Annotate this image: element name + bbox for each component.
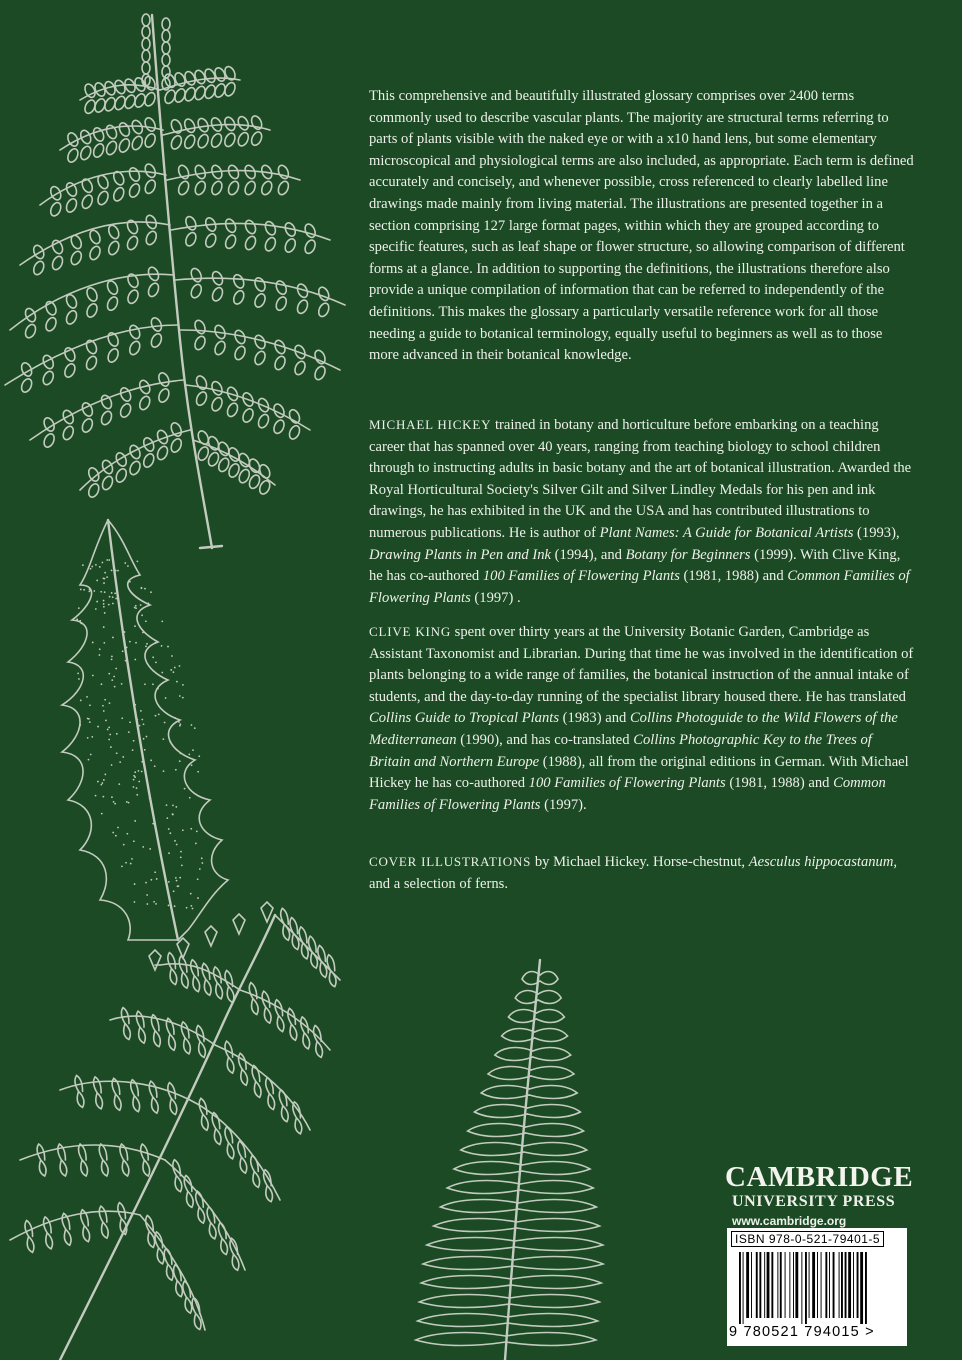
book-title: Botany for Beginners <box>625 546 751 563</box>
author-name: MICHAEL HICKEY <box>369 417 492 432</box>
author-bio-king <box>369 621 914 816</box>
credit-label: COVER ILLUSTRATIONS <box>369 854 532 869</box>
book-title: 100 Families of Flowering Plants <box>528 775 726 792</box>
cover-illustration-credit <box>369 851 914 895</box>
bipinnate-fern-illustration <box>10 902 340 1360</box>
description-text: This comprehensive and beautifully illustrated glossary comprises over 2400 terms commonly used to describe vascular plants. The majority are structural terms referring to parts of plants visible with the naked eye or with a x10 hand lens, but some elementary microscopical and physiological terms are also included, as appropriate. Each term is defined accurately and concisely, and whenever possible, cross referenced to clearly labelled line drawings made mainly from living material. The illustrations are presented together in a section comprising 127 large format pages, within which they are grouped according to specific features, such as leaf shape or flower structure, so allowing comparison of different forms at a glance. In addition to supporting the definitions, the illustrations therefore also provide a unique compilation of information that can be referred to independently of the definitions. This makes the glossary a particularly versatile reference work for all those needing a guide to botanical terminology, equally useful to beginners as well as to those more advanced in their botanical knowledge. <box>369 88 914 364</box>
book-title: Collins Guide to Tropical Plants <box>369 710 560 727</box>
isbn-barcode-panel <box>727 1228 907 1346</box>
publisher-subtitle: UNIVERSITY PRESS <box>732 1193 896 1210</box>
compound-fern-illustration <box>5 14 345 548</box>
barcode-digits: 9 780521 794015 > <box>729 1324 875 1340</box>
book-title: Common Families of Flowering Plants <box>369 568 910 606</box>
species-name: Aesculus hippocastanum <box>748 854 894 870</box>
book-title: Drawing Plants in Pen and Ink <box>369 546 552 563</box>
author-name: CLIVE KING <box>369 624 452 639</box>
barcode <box>739 1252 897 1324</box>
publisher-name: CAMBRIDGE <box>725 1161 914 1193</box>
pinnate-fern-illustration <box>416 960 603 1360</box>
author-bio-hickey <box>369 414 914 609</box>
pinnatifid-fern-illustration <box>62 520 228 940</box>
book-title: Plant Names: A Guide for Botanical Artists <box>599 524 854 541</box>
book-title: 100 Families of Flowering Plants <box>482 568 680 585</box>
publisher-url: www.cambridge.org <box>732 1214 847 1228</box>
hickey-bio-text: MICHAEL HICKEY trained in botany and horticulture before embarking on a teaching career that has spanned over 40 years, ranging from teaching biology to school children through to instructing adults in basic botany and the art of botanical illustration. Awarded the Royal Horticultural Society's Silver Gilt and Silver Lindley Medals for his pen and ink drawings, he has exhibited in the UK and the USA and has contributed illustrations to numerous publications. He is author of Plant Names: A Guide for Botanical Artists (1993), Drawing Plants in Pen and Ink (1994), and Botany for Beginners (1999). With Clive King, he has co-authored 100 Families of Flowering Plants (1981, 1988) and Common Families of Flowering Plants (1997) . <box>369 417 912 606</box>
book-title: Collins Photoguide to the Wild Flowers of the Mediterranean <box>369 710 898 748</box>
book-title: Common Families of Flowering Plants <box>369 775 886 813</box>
book-title: Collins Photographic Key to the Trees of Britain and Northern Europe <box>369 731 872 770</box>
publisher-logo <box>725 1162 925 1228</box>
king-bio-text: CLIVE KING spent over thirty years at the University Botanic Garden, Cambridge as Assistant Taxonomist and Librarian. During that time he was involved in the identification of plants belonging to a wide range of families, the botanical instruction of the annual intake of students, and the day-to-day running of the specialist library housed there. He has translated Collins Guide to Tropical Plants (1983) and Collins Photoguide to the Wild Flowers of the Mediterranean (1990), and has co-translated Collins Photographic Key to the Trees of Britain and Northern Europe (1988), all from the original editions in German. With Michael Hickey he has co-authored 100 Families of Flowering Plants (1981, 1988) and Common Families of Flowering Plants (1997). <box>369 624 914 813</box>
book-description <box>369 86 914 367</box>
isbn-label: ISBN 978-0-521-79401-5 <box>731 1231 884 1247</box>
cover-credit-text: COVER ILLUSTRATIONS by Michael Hickey. Horse-chestnut, Aesculus hippocastanum, and a selection of ferns. <box>369 854 898 892</box>
